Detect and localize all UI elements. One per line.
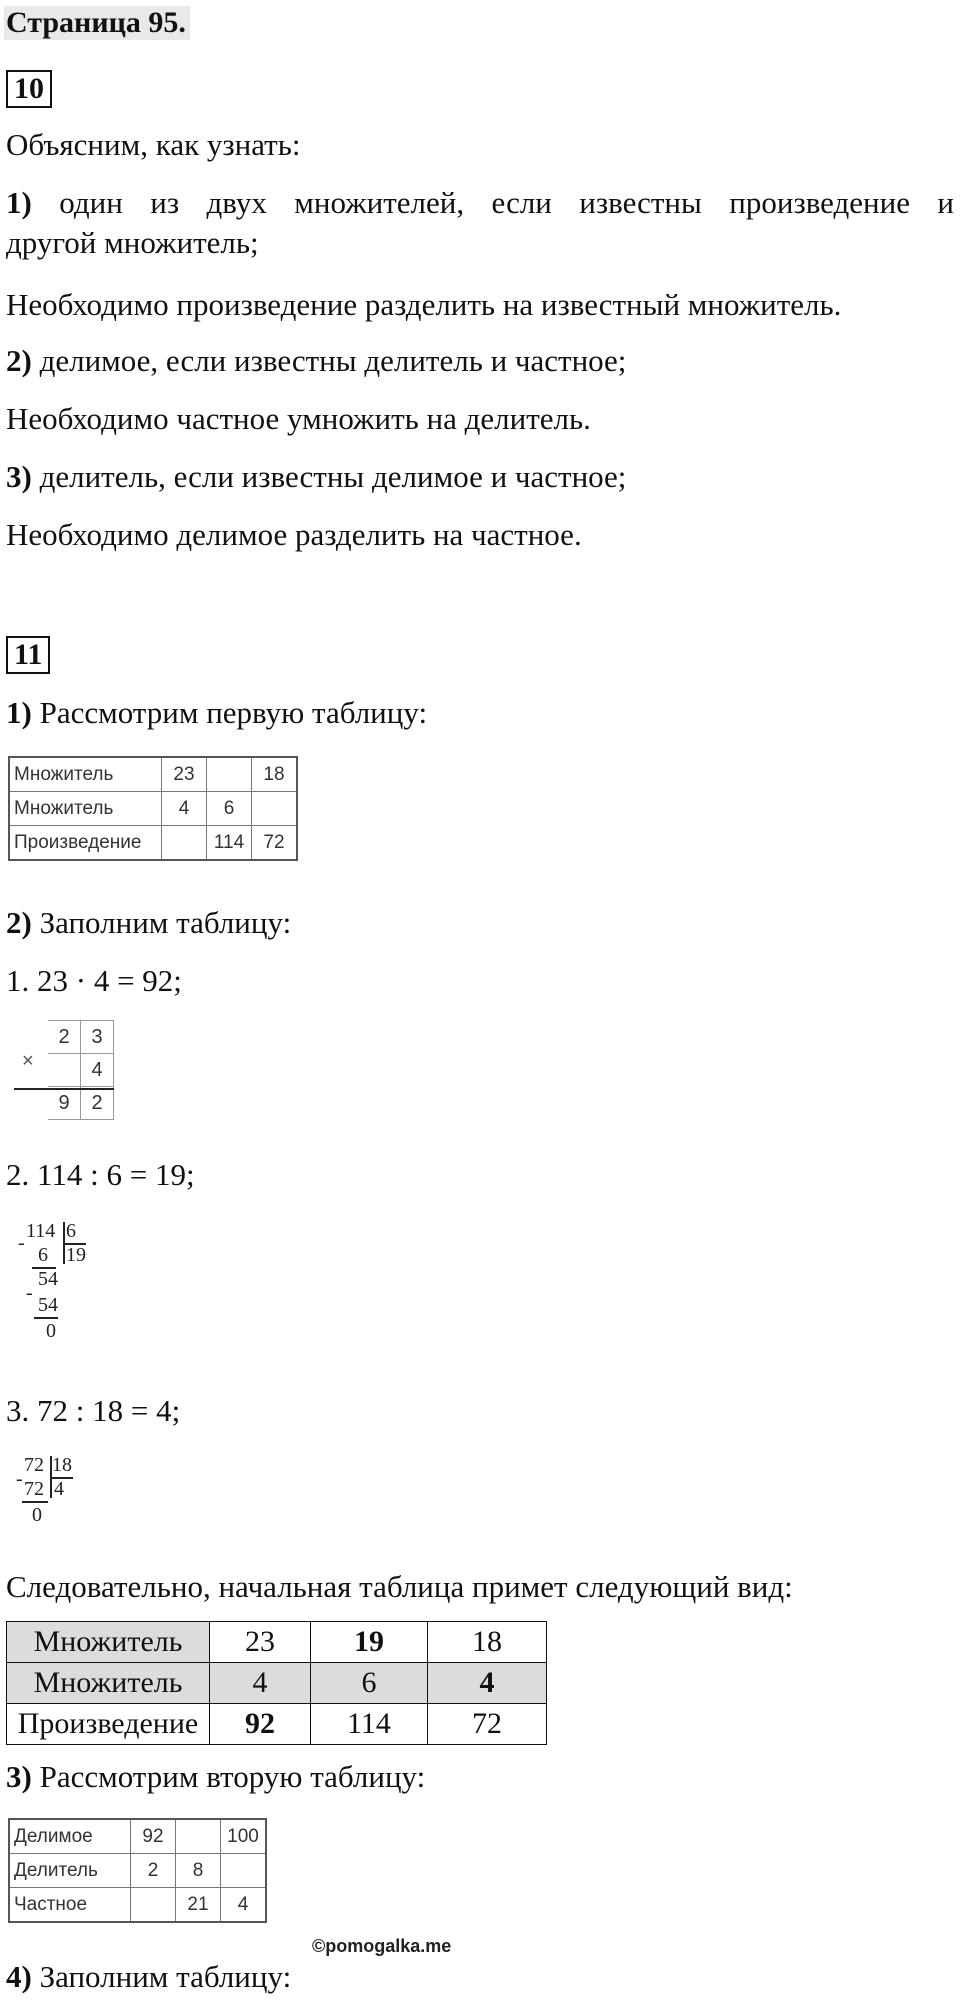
table-cell: Множитель [7, 1622, 210, 1663]
task-number-10: 10 [6, 70, 52, 108]
table-row [9, 792, 297, 826]
task-number-11: 11 [6, 636, 50, 674]
task10-question-1-cont: другой множитель; [6, 225, 259, 260]
task10-question-1 [6, 184, 954, 222]
divisor: 6 [66, 1220, 76, 1242]
task11-step-2 [6, 904, 291, 942]
table-cell [252, 792, 298, 826]
table-cell: 100 [221, 1819, 267, 1854]
result-table [6, 1621, 547, 1745]
table-row [7, 1704, 547, 1745]
digit: 3 [81, 1021, 114, 1054]
task10-question-2 [6, 342, 626, 380]
table-cell [207, 757, 252, 792]
subtrahend: 72 [24, 1478, 44, 1500]
table-cell: 4 [210, 1663, 311, 1704]
table-cell: 18 [252, 757, 298, 792]
multiplication-column [14, 1020, 114, 1124]
task11-step-3 [6, 1758, 425, 1796]
table-cell: 18 [428, 1622, 547, 1663]
table-row [9, 757, 297, 792]
table-cell: Делитель [9, 1854, 131, 1888]
task10-question-3 [6, 458, 626, 496]
divisor: 18 [52, 1454, 72, 1476]
table-row [9, 826, 297, 861]
multiply-sign: × [22, 1050, 34, 1072]
minus-sign: - [18, 1232, 25, 1254]
dividend: 72 [24, 1454, 44, 1476]
step-number: 3) [6, 1759, 32, 1794]
table-cell: Множитель [9, 757, 162, 792]
table-cell: 6 [311, 1663, 428, 1704]
equation-3: 3. 72 : 18 = 4; [6, 1393, 181, 1428]
table-row [7, 1663, 547, 1704]
long-division-1 [18, 1220, 118, 1370]
table-cell: 92 [131, 1819, 176, 1854]
task10-answer-2: Необходимо частное умножить на делитель. [6, 401, 591, 436]
table-cell: 21 [176, 1888, 221, 1923]
table-cell: 19 [311, 1622, 428, 1663]
table-cell: Множитель [7, 1663, 210, 1704]
table-1 [8, 756, 298, 861]
table-cell: 23 [210, 1622, 311, 1663]
table-row [9, 1819, 266, 1854]
step-text: Заполним таблицу: [39, 905, 292, 940]
table-cell: 4 [162, 792, 207, 826]
table-2 [8, 1818, 267, 1923]
table-cell: Делимое [9, 1819, 131, 1854]
table-cell: Произведение [9, 826, 162, 861]
task10-intro: Объясним, как узнать: [6, 127, 301, 162]
step-number: 4) [6, 1959, 32, 1994]
digit: 9 [48, 1087, 81, 1120]
table-cell [221, 1854, 267, 1888]
minus-sign: - [16, 1468, 23, 1490]
task10-answer-1: Необходимо произведение разделить на известный множитель. [6, 287, 842, 322]
table-cell [131, 1888, 176, 1923]
equation-2: 2. 114 : 6 = 19; [6, 1157, 195, 1192]
table-cell [176, 1819, 221, 1854]
table-cell [162, 826, 207, 861]
quotient: 4 [54, 1478, 64, 1500]
long-division-2 [16, 1454, 116, 1554]
table-cell: 6 [207, 792, 252, 826]
subtrahend: 54 [38, 1294, 58, 1316]
table-cell: 23 [162, 757, 207, 792]
watermark: ©pomogalka.me [312, 1936, 452, 1956]
remainder: 54 [38, 1268, 58, 1290]
subtrahend: 6 [38, 1244, 48, 1266]
task11-step-4 [6, 1958, 291, 1996]
question-text: делитель, если известны делимое и частное; [39, 459, 627, 494]
table-row [7, 1622, 547, 1663]
minus-sign: - [26, 1282, 33, 1304]
question-number: 1) [6, 185, 32, 220]
digit: 4 [81, 1054, 114, 1087]
page-title: Страница 95. [4, 6, 190, 40]
table-cell: 4 [428, 1663, 547, 1704]
digit: 2 [81, 1087, 114, 1120]
subtract-line [22, 1501, 48, 1503]
step-text: Рассмотрим вторую таблицу: [39, 1759, 426, 1794]
digit: 2 [48, 1021, 81, 1054]
table-cell: 92 [210, 1704, 311, 1745]
equation-1: 1. 23 · 4 = 92; [6, 963, 182, 998]
table-row [9, 1854, 266, 1888]
task10-answer-3: Необходимо делимое разделить на частное. [6, 517, 582, 552]
result-line [14, 1088, 114, 1090]
table-cell: Произведение [7, 1704, 210, 1745]
table-cell: Частное [9, 1888, 131, 1923]
table-cell: Множитель [9, 792, 162, 826]
table-cell: 4 [221, 1888, 267, 1923]
table-row [9, 1888, 266, 1923]
question-number: 3) [6, 459, 32, 494]
table-cell: 2 [131, 1854, 176, 1888]
table-cell: 114 [207, 826, 252, 861]
subtract-line [34, 1317, 58, 1319]
table-cell: 8 [176, 1854, 221, 1888]
dividend: 114 [26, 1220, 56, 1242]
step-text: Рассмотрим первую таблицу: [39, 695, 428, 730]
task11-step-1 [6, 694, 427, 732]
step-number: 2) [6, 905, 32, 940]
question-text: делимое, если известны делитель и частное; [39, 343, 627, 378]
digit [48, 1054, 81, 1087]
table-cell: 72 [428, 1704, 547, 1745]
remainder: 0 [46, 1320, 56, 1342]
step-number: 1) [6, 695, 32, 730]
table-cell: 114 [311, 1704, 428, 1745]
conclusion: Следовательно, начальная таблица примет следующий вид: [6, 1569, 793, 1604]
remainder: 0 [32, 1504, 42, 1526]
quotient: 19 [66, 1244, 86, 1266]
question-number: 2) [6, 343, 32, 378]
table-cell: 72 [252, 826, 298, 861]
question-text: один из двух множителей, если известны произведение и [59, 185, 954, 220]
step-text: Заполним таблицу: [39, 1959, 292, 1994]
